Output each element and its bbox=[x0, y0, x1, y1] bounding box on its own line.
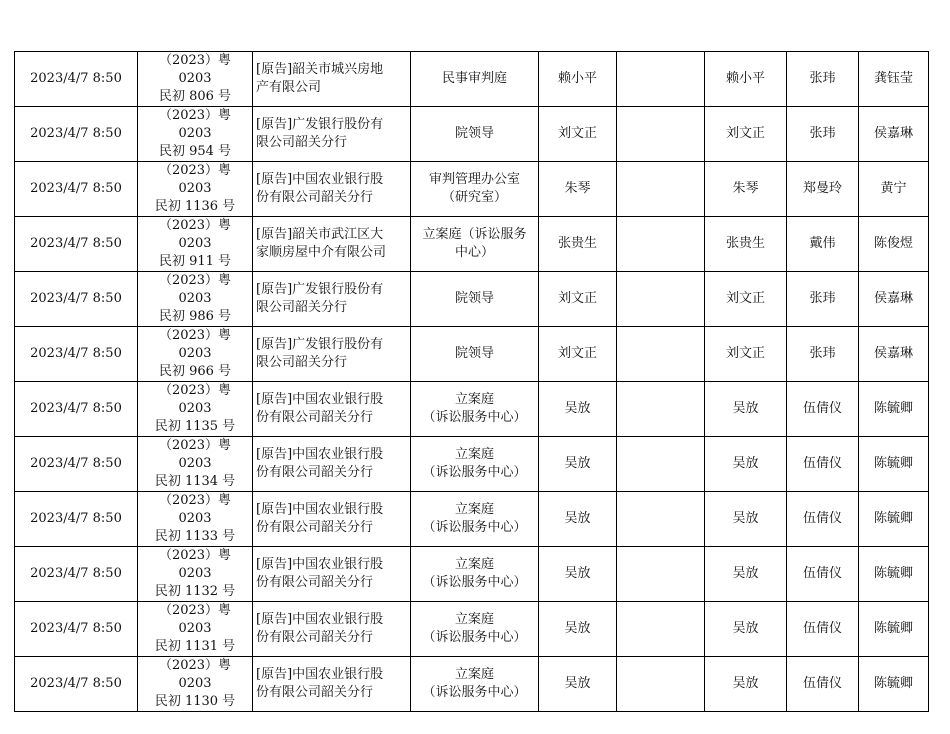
party-cell-line: [原告]中国农业银行股 bbox=[256, 502, 384, 517]
department-cell-line: （诉讼服务中心） bbox=[422, 685, 527, 700]
department-cell bbox=[411, 492, 539, 547]
department-cell bbox=[411, 602, 539, 657]
case-number-cell-line: 民初 1130 号 bbox=[154, 694, 236, 709]
case-number-cell bbox=[138, 272, 253, 327]
table-row bbox=[15, 327, 929, 382]
blank-cell bbox=[617, 547, 705, 602]
case-number-cell bbox=[138, 327, 253, 382]
clerk-cell: 陈毓卿 bbox=[859, 602, 929, 657]
case-number-cell-line: （2023）粤 0203 bbox=[158, 603, 232, 636]
clerk-cell: 陈毓卿 bbox=[859, 492, 929, 547]
party-cell-line: 份有限公司韶关分行 bbox=[256, 190, 374, 205]
datetime-cell: 2023/4/7 8:50 bbox=[15, 437, 138, 492]
department-cell-line: 院领导 bbox=[454, 126, 494, 141]
party-cell-line: 产有限公司 bbox=[256, 80, 322, 95]
department-cell bbox=[411, 657, 539, 712]
judge-cell: 朱琴 bbox=[539, 162, 617, 217]
party-cell-line: [原告]中国农业银行股 bbox=[256, 667, 384, 682]
case-number-cell-line: （2023）粤 0203 bbox=[158, 383, 232, 416]
assistant-cell: 张玮 bbox=[787, 52, 859, 107]
presiding-cell: 张贵生 bbox=[705, 217, 787, 272]
datetime-cell: 2023/4/7 8:50 bbox=[15, 217, 138, 272]
department-cell-line: （诉讼服务中心） bbox=[422, 410, 527, 425]
presiding-cell: 刘文正 bbox=[705, 327, 787, 382]
party-cell bbox=[253, 382, 411, 437]
table-row bbox=[15, 657, 929, 712]
blank-cell bbox=[617, 492, 705, 547]
assistant-cell: 伍倩仪 bbox=[787, 492, 859, 547]
department-cell-line: 立案庭 bbox=[454, 612, 494, 627]
case-number-cell-line: （2023）粤 0203 bbox=[158, 548, 232, 581]
party-cell-line: 家顺房屋中介有限公司 bbox=[256, 245, 387, 260]
clerk-cell: 侯嘉琳 bbox=[859, 327, 929, 382]
party-cell bbox=[253, 162, 411, 217]
party-cell-line: [原告]中国农业银行股 bbox=[256, 172, 384, 187]
case-number-cell-line: 民初 1131 号 bbox=[154, 639, 236, 654]
party-cell-line: 份有限公司韶关分行 bbox=[256, 410, 374, 425]
presiding-cell: 吴放 bbox=[705, 602, 787, 657]
party-cell-line: [原告]中国农业银行股 bbox=[256, 447, 384, 462]
presiding-cell: 刘文正 bbox=[705, 107, 787, 162]
case-number-cell bbox=[138, 382, 253, 437]
party-cell bbox=[253, 437, 411, 492]
party-cell-line: [原告]广发银行股份有 bbox=[256, 117, 384, 132]
table-row bbox=[15, 437, 929, 492]
blank-cell bbox=[617, 327, 705, 382]
party-cell-line: 份有限公司韶关分行 bbox=[256, 685, 374, 700]
datetime-cell: 2023/4/7 8:50 bbox=[15, 492, 138, 547]
presiding-cell: 赖小平 bbox=[705, 52, 787, 107]
case-number-cell-line: （2023）粤 0203 bbox=[158, 658, 232, 691]
party-cell bbox=[253, 602, 411, 657]
case-number-cell-line: （2023）粤 0203 bbox=[158, 328, 232, 361]
clerk-cell: 陈俊煜 bbox=[859, 217, 929, 272]
party-cell bbox=[253, 492, 411, 547]
party-cell-line: [原告]广发银行股份有 bbox=[256, 337, 384, 352]
case-number-cell-line: （2023）粤 0203 bbox=[158, 438, 232, 471]
assistant-cell: 伍倩仪 bbox=[787, 602, 859, 657]
assistant-cell: 伍倩仪 bbox=[787, 382, 859, 437]
table-row bbox=[15, 52, 929, 107]
case-number-cell-line: （2023）粤 0203 bbox=[158, 108, 232, 141]
department-cell bbox=[411, 437, 539, 492]
blank-cell bbox=[617, 217, 705, 272]
judge-cell: 刘文正 bbox=[539, 272, 617, 327]
clerk-cell: 陈毓卿 bbox=[859, 547, 929, 602]
case-number-cell bbox=[138, 162, 253, 217]
department-cell-line: 立案庭 bbox=[454, 667, 494, 682]
datetime-cell: 2023/4/7 8:50 bbox=[15, 382, 138, 437]
party-cell bbox=[253, 272, 411, 327]
blank-cell bbox=[617, 52, 705, 107]
judge-cell: 吴放 bbox=[539, 437, 617, 492]
blank-cell bbox=[617, 382, 705, 437]
department-cell bbox=[411, 272, 539, 327]
blank-cell bbox=[617, 437, 705, 492]
blank-cell bbox=[617, 162, 705, 217]
table-row bbox=[15, 547, 929, 602]
party-cell bbox=[253, 547, 411, 602]
table-row bbox=[15, 217, 929, 272]
clerk-cell: 陈毓卿 bbox=[859, 382, 929, 437]
party-cell-line: 限公司韶关分行 bbox=[256, 300, 348, 315]
case-number-cell-line: 民初 966 号 bbox=[158, 364, 232, 379]
clerk-cell: 侯嘉琳 bbox=[859, 272, 929, 327]
clerk-cell: 龚钰莹 bbox=[859, 52, 929, 107]
department-cell-line: 民事审判庭 bbox=[441, 71, 507, 86]
assistant-cell: 伍倩仪 bbox=[787, 657, 859, 712]
department-cell-line: （诉讼服务中心） bbox=[422, 465, 527, 480]
assistant-cell: 伍倩仪 bbox=[787, 547, 859, 602]
judge-cell: 张贵生 bbox=[539, 217, 617, 272]
table-row bbox=[15, 107, 929, 162]
department-cell-line: （诉讼服务中心） bbox=[422, 520, 527, 535]
judge-cell: 赖小平 bbox=[539, 52, 617, 107]
assistant-cell: 张玮 bbox=[787, 272, 859, 327]
presiding-cell: 吴放 bbox=[705, 437, 787, 492]
party-cell bbox=[253, 52, 411, 107]
case-number-cell bbox=[138, 52, 253, 107]
department-cell bbox=[411, 52, 539, 107]
table-row bbox=[15, 162, 929, 217]
blank-cell bbox=[617, 272, 705, 327]
datetime-cell: 2023/4/7 8:50 bbox=[15, 107, 138, 162]
department-cell bbox=[411, 547, 539, 602]
table-body bbox=[15, 52, 929, 712]
assistant-cell: 戴伟 bbox=[787, 217, 859, 272]
case-number-cell-line: 民初 806 号 bbox=[158, 89, 232, 104]
case-number-cell bbox=[138, 217, 253, 272]
party-cell-line: [原告]中国农业银行股 bbox=[256, 392, 384, 407]
case-number-cell-line: 民初 1133 号 bbox=[154, 529, 236, 544]
clerk-cell: 侯嘉琳 bbox=[859, 107, 929, 162]
party-cell-line: 份有限公司韶关分行 bbox=[256, 630, 374, 645]
case-number-cell bbox=[138, 547, 253, 602]
case-number-cell-line: （2023）粤 0203 bbox=[158, 273, 232, 306]
department-cell-line: 院领导 bbox=[454, 291, 494, 306]
presiding-cell: 朱琴 bbox=[705, 162, 787, 217]
judge-cell: 刘文正 bbox=[539, 327, 617, 382]
presiding-cell: 吴放 bbox=[705, 382, 787, 437]
case-number-cell bbox=[138, 437, 253, 492]
party-cell-line: 限公司韶关分行 bbox=[256, 135, 348, 150]
party-cell-line: [原告]中国农业银行股 bbox=[256, 612, 384, 627]
case-number-cell-line: 民初 911 号 bbox=[158, 254, 232, 269]
department-cell-line: 审判管理办公室 bbox=[428, 172, 520, 187]
clerk-cell: 黄宁 bbox=[859, 162, 929, 217]
department-cell-line: 立案庭 bbox=[454, 502, 494, 517]
department-cell bbox=[411, 107, 539, 162]
party-cell-line: [原告]广发银行股份有 bbox=[256, 282, 384, 297]
presiding-cell: 吴放 bbox=[705, 492, 787, 547]
department-cell-line: 立案庭 bbox=[454, 447, 494, 462]
party-cell-line: 份有限公司韶关分行 bbox=[256, 520, 374, 535]
table-row bbox=[15, 382, 929, 437]
clerk-cell: 陈毓卿 bbox=[859, 437, 929, 492]
party-cell bbox=[253, 107, 411, 162]
judge-cell: 吴放 bbox=[539, 547, 617, 602]
judge-cell: 吴放 bbox=[539, 382, 617, 437]
blank-cell bbox=[617, 657, 705, 712]
party-cell-line: [原告]中国农业银行股 bbox=[256, 557, 384, 572]
department-cell-line: （诉讼服务中心） bbox=[422, 630, 527, 645]
department-cell-line: 立案庭 bbox=[454, 392, 494, 407]
case-number-cell-line: 民初 986 号 bbox=[158, 309, 232, 324]
hearing-schedule-table bbox=[14, 51, 929, 712]
party-cell-line: 份有限公司韶关分行 bbox=[256, 465, 374, 480]
party-cell-line: 限公司韶关分行 bbox=[256, 355, 348, 370]
case-number-cell bbox=[138, 602, 253, 657]
case-number-cell-line: 民初 1132 号 bbox=[154, 584, 236, 599]
datetime-cell: 2023/4/7 8:50 bbox=[15, 327, 138, 382]
department-cell-line: 立案庭 bbox=[454, 557, 494, 572]
party-cell bbox=[253, 657, 411, 712]
case-number-cell bbox=[138, 107, 253, 162]
department-cell bbox=[411, 327, 539, 382]
table-row bbox=[15, 602, 929, 657]
datetime-cell: 2023/4/7 8:50 bbox=[15, 602, 138, 657]
presiding-cell: 刘文正 bbox=[705, 272, 787, 327]
table-row bbox=[15, 492, 929, 547]
judge-cell: 刘文正 bbox=[539, 107, 617, 162]
case-number-cell-line: （2023）粤 0203 bbox=[158, 218, 232, 251]
department-cell bbox=[411, 162, 539, 217]
department-cell bbox=[411, 217, 539, 272]
department-cell-line: 立案庭（诉讼服务 bbox=[422, 227, 527, 242]
datetime-cell: 2023/4/7 8:50 bbox=[15, 657, 138, 712]
case-number-cell bbox=[138, 657, 253, 712]
department-cell-line: （诉讼服务中心） bbox=[422, 575, 527, 590]
judge-cell: 吴放 bbox=[539, 602, 617, 657]
case-number-cell-line: 民初 1134 号 bbox=[154, 474, 236, 489]
case-number-cell bbox=[138, 492, 253, 547]
department-cell-line: 中心） bbox=[454, 245, 494, 260]
case-number-cell-line: 民初 1136 号 bbox=[154, 199, 236, 214]
assistant-cell: 伍倩仪 bbox=[787, 437, 859, 492]
party-cell bbox=[253, 217, 411, 272]
blank-cell bbox=[617, 602, 705, 657]
assistant-cell: 张玮 bbox=[787, 327, 859, 382]
department-cell bbox=[411, 382, 539, 437]
clerk-cell: 陈毓卿 bbox=[859, 657, 929, 712]
judge-cell: 吴放 bbox=[539, 492, 617, 547]
case-number-cell-line: （2023）粤 0203 bbox=[158, 493, 232, 526]
case-number-cell-line: 民初 954 号 bbox=[158, 144, 232, 159]
datetime-cell: 2023/4/7 8:50 bbox=[15, 52, 138, 107]
table-row bbox=[15, 272, 929, 327]
case-number-cell-line: （2023）粤 0203 bbox=[158, 163, 232, 196]
case-number-cell-line: （2023）粤 0203 bbox=[158, 53, 232, 86]
blank-cell bbox=[617, 107, 705, 162]
case-number-cell-line: 民初 1135 号 bbox=[154, 419, 236, 434]
assistant-cell: 张玮 bbox=[787, 107, 859, 162]
datetime-cell: 2023/4/7 8:50 bbox=[15, 162, 138, 217]
judge-cell: 吴放 bbox=[539, 657, 617, 712]
datetime-cell: 2023/4/7 8:50 bbox=[15, 547, 138, 602]
department-cell-line: （研究室） bbox=[441, 190, 507, 205]
party-cell-line: [原告]韶关市武江区大 bbox=[256, 227, 384, 242]
datetime-cell: 2023/4/7 8:50 bbox=[15, 272, 138, 327]
party-cell bbox=[253, 327, 411, 382]
presiding-cell: 吴放 bbox=[705, 547, 787, 602]
department-cell-line: 院领导 bbox=[454, 346, 494, 361]
assistant-cell: 郑曼玲 bbox=[787, 162, 859, 217]
party-cell-line: [原告]韶关市城兴房地 bbox=[256, 62, 384, 77]
party-cell-line: 份有限公司韶关分行 bbox=[256, 575, 374, 590]
presiding-cell: 吴放 bbox=[705, 657, 787, 712]
